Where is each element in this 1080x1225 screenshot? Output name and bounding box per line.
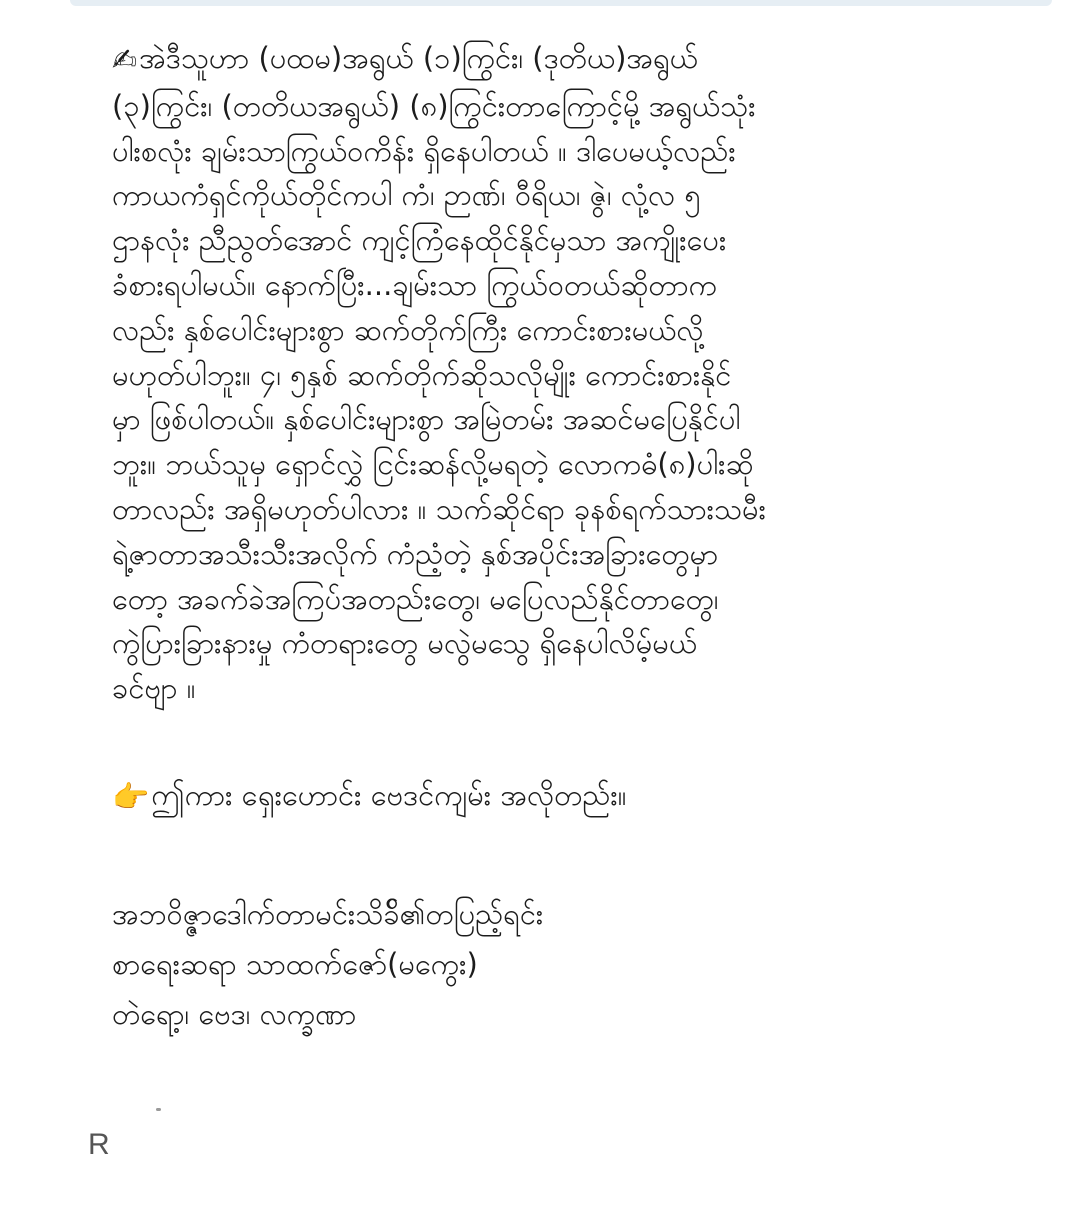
- text-line: ကာယကံရှင်ကိုယ်တိုင်ကပါ ကံ၊ ဉာဏ်၊ ဝီရိယ၊ ဇွဲ၊ လုံ့လ ၅: [112, 178, 701, 213]
- paragraph-spacer: [112, 821, 1022, 889]
- credit-line: အဘဝိဇ္ဇာဒေါက်တာမင်းသိခ်ိ၏တပြည့်ရင်း: [112, 896, 544, 931]
- author-credit: [112, 889, 1022, 1039]
- text-line: တာလည်း အရှိမဟုတ်ပါလား ။ သက်ဆိုင်ရာ ခုနစ်ရက်သားသမီး: [112, 491, 766, 526]
- pointing-hand-icon: 👉: [112, 779, 150, 815]
- text-line: တော့ အခက်ခဲအကြပ်အတည်းတွေ၊ မပြေလည်နိုင်တာတွေ၊: [112, 581, 719, 616]
- text-line: ခင်ဗျာ ။: [112, 671, 196, 706]
- text-line: မှာ ဖြစ်ပါတယ်။ နှစ်ပေါင်းများစွာ အမြဲတမ်း အဆင်မပြေနိုင်ပါ: [112, 402, 741, 437]
- text-line: လည်း နှစ်ပေါင်းများစွာ ဆက်တိုက်ကြီး ကောင်းစားမယ်လို့: [112, 312, 704, 347]
- top-divider-strip: [70, 0, 1052, 6]
- footer-mark: R: [88, 1128, 110, 1161]
- paragraph-spacer: [112, 711, 1022, 773]
- credit-line: စာရေးဆရာ သာထက်ဇော်(မကွေး): [112, 946, 478, 981]
- paragraph-source-note: [112, 773, 1022, 821]
- text-line: ✍အဲဒီသူဟာ (ပထမ)အရွယ် (၁)ကြွင်း၊ (ဒုတိယ)အရွယ်: [112, 36, 1022, 84]
- text-line: မဟုတ်ပါဘူး။ ၄၊ ၅နှစ် ဆက်တိုက်ဆိုသလိုမျိုး ကောင်းစားနိုင်: [112, 357, 732, 392]
- text-line: ဌာနလုံး ညီညွတ်အောင် ကျင့်ကြံနေထိုင်နိုင်မှသာ အကျိုးပေး: [112, 223, 727, 258]
- writing-hand-icon: ✍: [112, 43, 138, 78]
- text-line: 👉ဤကား ရှေးဟောင်း ဗေဒင်ကျမ်း အလိုတည်း။: [112, 773, 1022, 821]
- text-line: (၃)ကြွင်း၊ (တတိယအရွယ်) (၈)ကြွင်းတာကြောင့်မို့ အရွယ်သုံး: [112, 88, 756, 123]
- stray-mark: [156, 1108, 161, 1111]
- text-line: ဘူး။ ဘယ်သူမှ ရှောင်လွှဲ ငြင်းဆန်လို့မရတဲ့ လောကဓံ(၈)ပါးဆို: [112, 447, 754, 482]
- text-line: ပါးစလုံး ချမ်းသာကြွယ်ဝကိန်း ရှိနေပါတယ် ။ ဒါပေမယ့်လည်း: [112, 133, 736, 168]
- text-line: ကွဲပြားခြားနားမှု ကံတရားတွေ မလွဲမသွေ ရှိနေပါလိမ့်မယ်: [112, 626, 697, 661]
- paragraph-fortune-reading: [112, 36, 1022, 711]
- credit-line: တဲရော့၊ ဗေဒ၊ လက္ခဏာ: [112, 996, 357, 1031]
- text-line: ခံစားရပါမယ်။ နောက်ပြီး...ချမ်းသာ ကြွယ်ဝတယ်ဆိုတာက: [112, 267, 717, 302]
- text-line: ရဲ့ဇာတာအသီးသီးအလိုက် ကံညံ့တဲ့ နှစ်အပိုင်းအခြားတွေမှာ: [112, 536, 719, 571]
- post-body: [112, 36, 1022, 1039]
